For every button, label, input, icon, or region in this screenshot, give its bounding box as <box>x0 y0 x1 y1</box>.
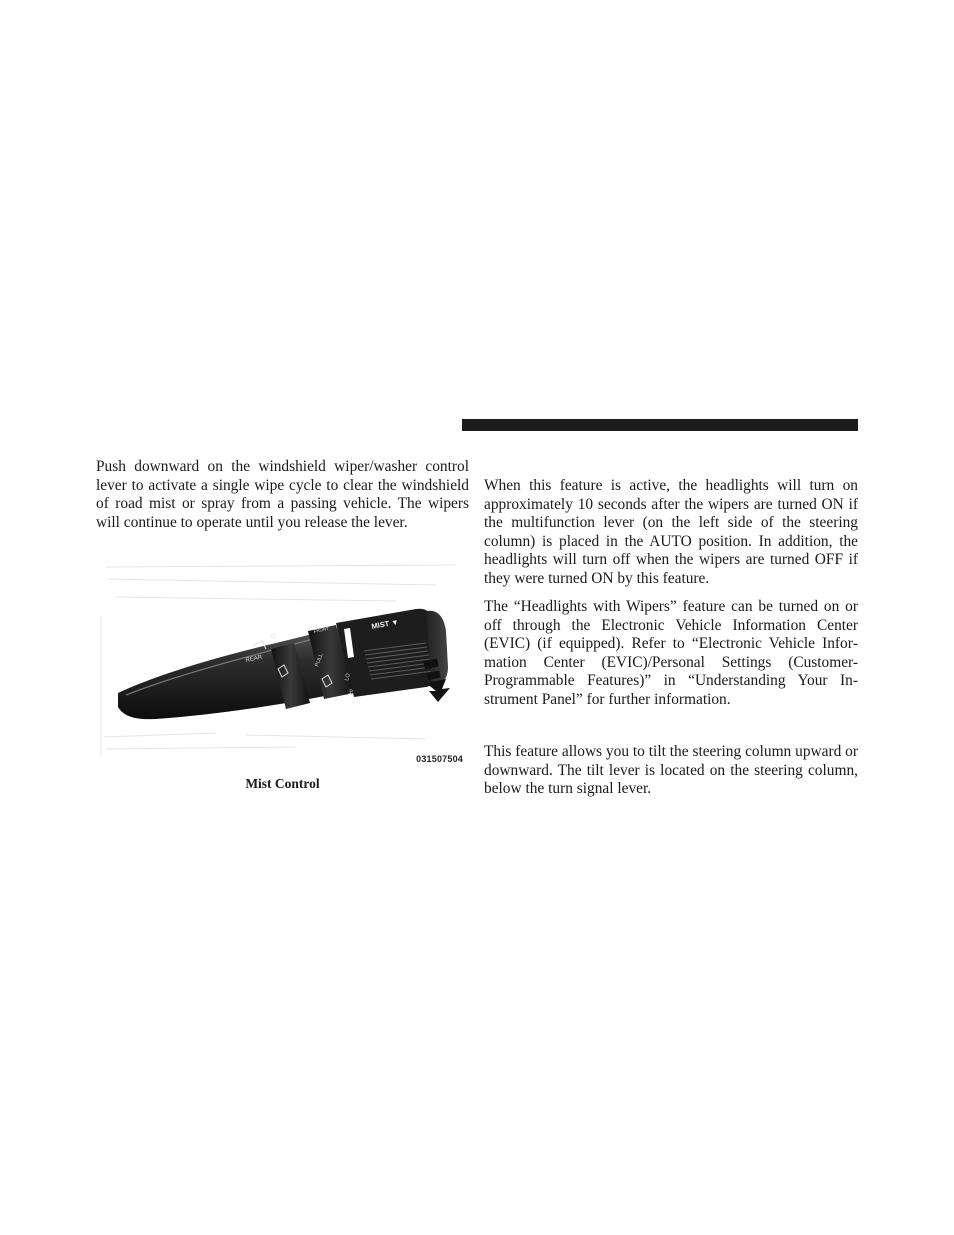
mist-control-paragraph: Push downward on the windshield wiper/washer control lever to activate a single wipe cycle to clear the windshield of road mist or spray from a passing vehicle. The wipers will continue to operate until you release the lever. <box>96 458 469 531</box>
headlights-with-wipers-paragraph-1: When this feature is active, the headlights will turn on approximately 10 seconds after the wipers are turned ON if the multifunction lever (on the left side of the steering column) is placed in the AUTO position. In addition, the headlights will turn off when the wipers are turned OFF if they were turned ON by this feature. <box>484 477 858 587</box>
figure-image-code: 031507504 <box>416 754 463 764</box>
left-column <box>96 458 469 532</box>
mist-label: MIST ▼ <box>370 617 400 631</box>
hi-label: HI <box>348 688 356 696</box>
wiper-lever-illustration <box>96 557 469 768</box>
headlights-with-wipers-paragraph-2: The “Headlights with Wipers” feature can be turned on or off through the Electronic Vehicle Information Center (EVIC) (if equipped). Refer to “Electronic Vehicle Information Center (EVIC)/Personal Settings (Customer-Programmable Features)” in “Understanding Your Instrument Panel” for further information. <box>484 598 858 708</box>
figure-caption: Mist Control <box>245 776 320 791</box>
tilt-column-paragraph-block <box>484 743 858 799</box>
headlights-with-wipers-paragraph-2-block <box>484 598 858 710</box>
section-header-bar <box>462 419 858 431</box>
pull-label: PULL <box>314 652 325 668</box>
front-label: FRONT <box>313 625 330 634</box>
headlights-with-wipers-paragraph-1-block <box>484 477 858 589</box>
lo-label: LO <box>344 672 352 682</box>
off-label: O <box>270 633 278 640</box>
tilt-column-paragraph: This feature allows you to tilt the steering column upward or downward. The tilt lever is located on the steering column, below the turn signal lever. <box>484 743 858 798</box>
rear-label: REAR <box>245 654 263 664</box>
mist-control-figure <box>96 557 469 768</box>
